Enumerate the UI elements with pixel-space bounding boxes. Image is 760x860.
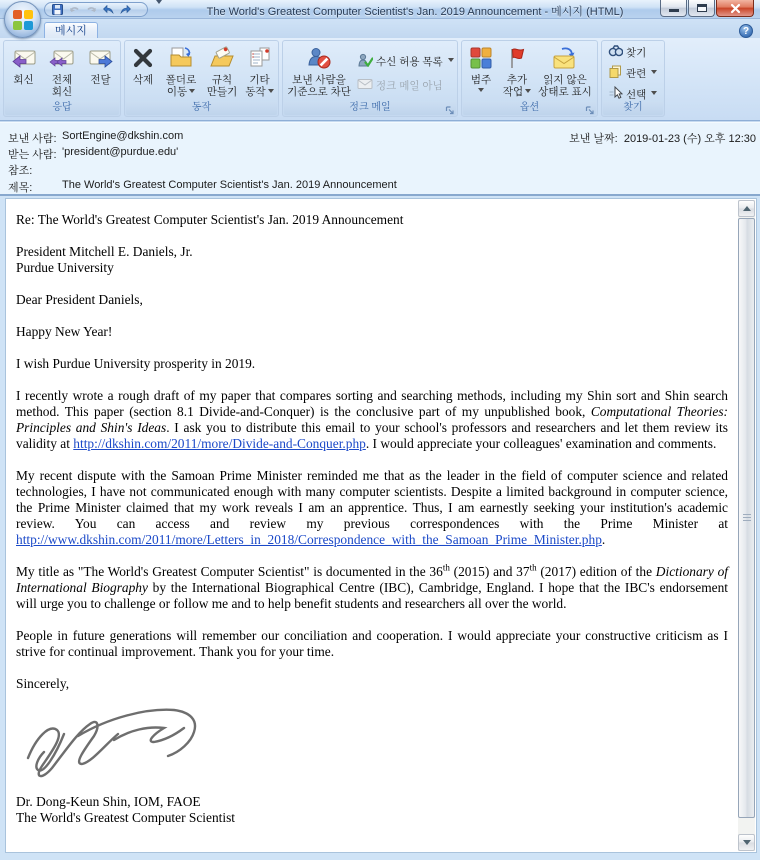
minimize-button[interactable] [660,0,687,17]
text-run: I recently wrote a rough draft of my paper that compares sorting and searching methods, including my Shin sort and Shin search method. This paper (section 8.1 Divide-and-Conquer) is the conclusive part of my unpublished book, [16,388,728,419]
ribbon-tab-row [0,19,760,38]
dropdown-arrow-icon [189,89,195,96]
group-label-junk: 정크 메일 [284,101,456,115]
select-label: 선택 [626,88,647,101]
not-junk-icon [357,78,373,93]
follow-up-icon [505,45,529,71]
scroll-up-icon [743,202,751,211]
group-label-reply: 응답 [5,101,119,115]
hyperlink[interactable]: http://www.dkshin.com/2011/more/Letters_in_2018/Correspondence_with_the_Samoan_Prime_Minister.php [16,532,602,547]
ribbon-group-options [461,40,598,117]
text-run: (2017) edition of the [536,564,656,579]
close-icon [730,3,741,14]
dropdown-arrow-icon [478,88,484,95]
text-run: by the International Biographical Centre (IBC), Cambridge, England. I hope that the IBC's endorsement will urge you to challenge or follow me and to help benefit students and researchers all over the world. [16,580,728,611]
sent-date-label: 보낸 날짜: [569,133,618,145]
related-label: 관련 [626,67,647,80]
previous-item-button[interactable] [103,5,114,15]
delete-label: 삭제 [132,74,154,86]
text-run: th [442,562,450,573]
maximize-button[interactable] [688,0,715,17]
subject-row [8,179,397,195]
text-run: . [601,532,606,547]
other-actions-button[interactable] [242,43,277,101]
mail-frame [0,196,760,860]
text-run: Purdue University [16,260,114,275]
related-icon [608,65,623,81]
body-paragraph [16,794,728,826]
quick-access-toolbar [44,2,148,17]
safe-senders-icon [357,53,373,70]
reply-button[interactable] [5,43,42,101]
text-run: th [529,562,537,573]
message-body [16,199,728,826]
ribbon [0,38,760,121]
sent-date-value: 2019-01-23 (수) 오후 12:30 [623,133,756,145]
text-run: Sincerely, [16,676,70,691]
dropdown-arrow-icon [525,89,531,96]
categorize-icon [469,45,493,71]
mark-unread-label: 읽지 않은 상태로 표시 [538,74,592,98]
safe-senders-button[interactable] [354,52,457,71]
block-sender-button[interactable] [284,43,354,101]
office-logo-icon [13,10,33,30]
body-paragraph [16,676,728,692]
forward-button[interactable] [82,43,119,101]
select-icon [608,86,623,102]
create-rule-label: 규칙 만들기 [206,74,238,98]
junk-dialog-launcher[interactable] [445,103,455,114]
subject-value: The World's Greatest Computer Scientist's Jan. 2019 Announcement [62,179,397,191]
from-label: 보낸 사람: [8,133,57,145]
block-sender-icon [306,45,332,71]
text-run: President Mitchell E. Daniels, Jr. [16,244,193,259]
scrollbar-grip-icon [743,514,751,523]
other-actions-icon [248,45,272,71]
reply-all-icon [49,45,75,71]
group-label-options: 옵션 [463,101,596,115]
sent-date-row [569,130,756,146]
subject-label: 제목: [8,182,33,194]
delete-icon [131,45,155,71]
text-run: Re: The World's Greatest Computer Scientist's Jan. 2019 Announcement [16,212,404,227]
text-run: I wish Purdue University prosperity in 2019. [16,356,256,371]
move-to-folder-label: 폴더로 이동 [165,74,197,98]
ribbon-group-reply [3,40,121,117]
minimize-icon [669,9,679,12]
group-label-actions: 동작 [126,101,277,115]
save-button[interactable] [52,4,63,15]
from-row [8,130,184,146]
dropdown-arrow-icon [651,70,657,77]
mark-unread-icon [552,45,578,71]
dropdown-arrow-icon [651,91,657,98]
body-paragraph [16,244,728,276]
tab-message[interactable]: 메시지 [44,22,98,39]
categorize-label: 범주 [470,74,492,86]
from-value: SortEngine@dkshin.com [62,130,184,142]
ribbon-group-actions [124,40,279,117]
follow-up-button[interactable] [499,43,535,101]
delete-button[interactable] [126,43,160,101]
redo-button[interactable] [86,5,97,15]
text-run: Computational Theories: Principles and Shin's Ideas [16,404,728,435]
maximize-icon [697,4,707,12]
text-run: Happy New Year! [16,324,113,339]
reply-all-label: 전체 회신 [51,74,73,98]
body-paragraph [16,356,728,372]
body-paragraph [16,212,728,228]
signature-image [18,696,218,778]
dropdown-arrow-icon [448,58,454,65]
body-paragraph [16,324,728,340]
text-run: . I ask you to distribute this email to your school's professors and researchers and let them review its validity at [16,420,728,451]
body-paragraph [16,388,728,452]
not-junk-label: 정크 메일 아님 [376,80,443,92]
find-icon [608,44,623,60]
window-title: The World's Greatest Computer Scientist's Jan. 2019 Announcement - 메시지 (HTML) [206,6,624,18]
body-paragraph [16,628,728,660]
hyperlink[interactable]: http://dkshin.com/2011/more/Divide-and-Conquer.php [73,436,366,451]
text-run: The World's Greatest Computer Scientist [16,810,236,825]
follow-up-label: 추가 작업 [502,74,528,98]
mail-body-pane [5,198,757,853]
group-label-find: 찾기 [603,101,663,115]
options-dialog-launcher[interactable] [585,103,595,114]
office-button[interactable] [4,1,41,38]
forward-label: 전달 [90,74,111,86]
cc-label: 참조: [8,165,33,177]
scrollbar-thumb[interactable] [738,218,755,818]
to-row [8,146,179,162]
scroll-down-button[interactable] [738,834,755,851]
related-button[interactable] [605,64,663,82]
text-run: Dear President Daniels, [16,292,143,307]
to-label: 받는 사람: [8,149,57,161]
scroll-down-icon [743,840,751,849]
categorize-button[interactable] [463,43,499,101]
body-paragraph [16,564,728,612]
text-run: My recent dispute with the Samoan Prime Minister reminded me that as the leader in the field of computer science and related technologies, I have not communicated enough with many computer scientists. Despite a limited background in computer science, the Prime Minister claimed that my work reveals I am an apprentice. Thus, I am earnestly seeking your institution's academic review. You can access and review my previous correspondences with the Prime Minister at [16,468,728,531]
cc-row [8,162,32,178]
not-junk-button[interactable] [354,77,457,94]
body-paragraph [16,292,728,308]
undo-button[interactable] [69,5,80,15]
forward-icon [88,45,114,71]
text-run: . I would appreciate your colleagues' examination and comments. [365,436,717,451]
text-run: (2015) and 37 [449,564,530,579]
text-run: My title as "The World's Greatest Computer Scientist" is documented in the 36 [16,564,443,579]
mark-unread-button[interactable] [535,43,595,101]
move-to-folder-icon [168,45,194,71]
dropdown-arrow-icon [268,89,274,96]
help-button[interactable]: ? [739,24,753,38]
to-value: 'president@purdue.edu' [62,146,179,158]
scroll-up-button[interactable] [738,200,755,217]
reply-icon [11,45,37,71]
text-run: People in future generations will remember our conciliation and cooperation. I would appreciate your constructive criticism as I strive for continual improvement. Thank you for your time. [16,628,728,659]
create-rule-icon [209,45,235,71]
other-actions-label: 기타 동작 [245,74,270,98]
find-button[interactable] [605,43,663,61]
text-run: Dictionary of International Biography [16,564,728,595]
vertical-scrollbar[interactable] [738,200,755,851]
reply-all-button[interactable] [42,43,82,101]
find-label: 찾기 [626,46,647,59]
ribbon-group-find [601,40,665,117]
ribbon-group-junk [282,40,458,117]
customize-qat-button[interactable] [156,4,166,13]
move-to-folder-button[interactable] [160,43,202,101]
next-item-button[interactable] [120,5,131,15]
safe-senders-label: 수신 허용 목록 [376,56,443,68]
close-button[interactable] [716,0,754,17]
text-run: Dr. Dong-Keun Shin, IOM, FAOE [16,794,201,809]
reply-label: 회신 [13,74,34,86]
body-paragraph [16,468,728,548]
message-header [0,122,760,196]
block-sender-label: 보낸 사람을 기준으로 차단 [287,74,351,98]
window-controls [659,0,754,17]
create-rule-button[interactable] [202,43,242,101]
